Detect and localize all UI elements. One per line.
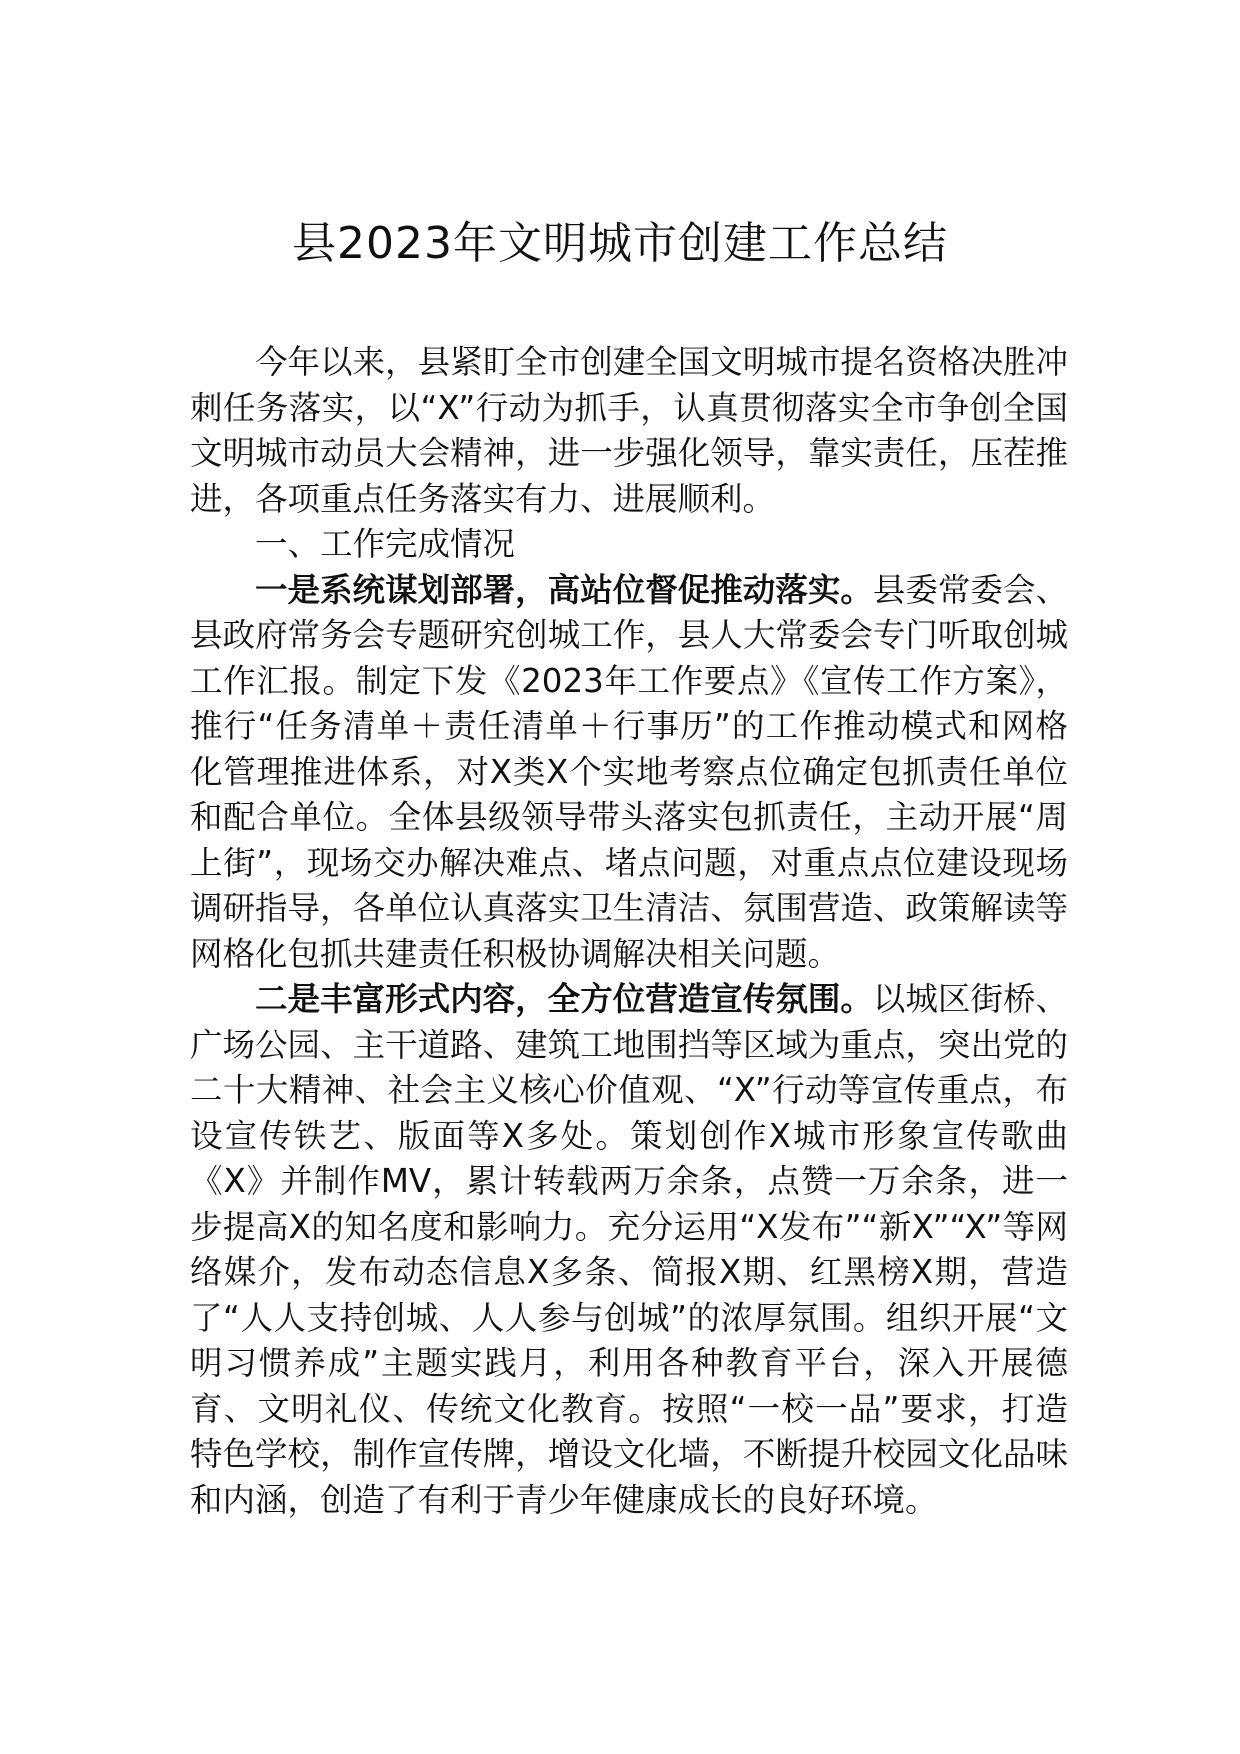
item-paragraph-1 (190, 568, 1068, 978)
section-heading: 一、工作完成情况 (255, 525, 516, 563)
intro-paragraph: 今年以来，县紧盯全市创建全国文明城市提名资格决胜冲刺任务落实，以“X”行动为抓手，认真贯彻落实全市争创全国文明城市动员大会精神，进一步强化领导，靠实责任，压茬推进，各项重点任务落实有力、进展顺利。 (190, 343, 1068, 518)
item-lead-1: 一是系统谋划部署，高站位督促推动落实。 (255, 570, 873, 609)
item-paragraph-2 (190, 977, 1068, 1523)
document-body (190, 340, 1068, 1523)
item-body-1: 县委常委会、县政府常务会专题研究创城工作，县人大常委会专门听取创城工作汇报。制定下发《2023年工作要点》《宣传工作方案》，推行“任务清单＋责任清单＋行事历”的工作推动模式和网格化管理推进体系，对X类X个实地考察点位确定包抓责任单位和配合单位。全体县级领导带头落实包抓责任，主动开展“周上街”，现场交办解决难点、堵点问题，对重点点位建设现场调研指导，各单位认真落实卫生清洁、氛围营造、政策解读等网格化包抓共建责任积极协调解决相关问题。 (190, 570, 1068, 973)
document-title: 县2023年文明城市创建工作总结 (292, 218, 948, 269)
item-body-2: 以城区街桥、广场公园、主干道路、建筑工地围挡等区域为重点，突出党的二十大精神、社会主义核心价值观、“X”行动等宣传重点，布设宣传铁艺、版面等X多处。策划创作X城市形象宣传歌曲《X》并制作MV，累计转载两万余条，点赞一万余条，进一步提高X的知名度和影响力。充分运用“X发布”“新X”“X”等网络媒介，发布动态信息X多条、简报X期、红黑榜X期，营造了“人人支持创城、人人参与创城”的浓厚氛围。组织开展“文明习惯养成”主题实践月，利用各种教育平台，深入开展德育、文明礼仪、传统文化教育。按照“一校一品”要求，打造特色学校，制作宣传牌，增设文化墙，不断提升校园文化品味和内涵，创造了有利于青少年健康成长的良好环境。 (190, 980, 1068, 1519)
item-lead-2: 二是丰富形式内容，全方位营造宣传氛围。 (255, 980, 873, 1018)
